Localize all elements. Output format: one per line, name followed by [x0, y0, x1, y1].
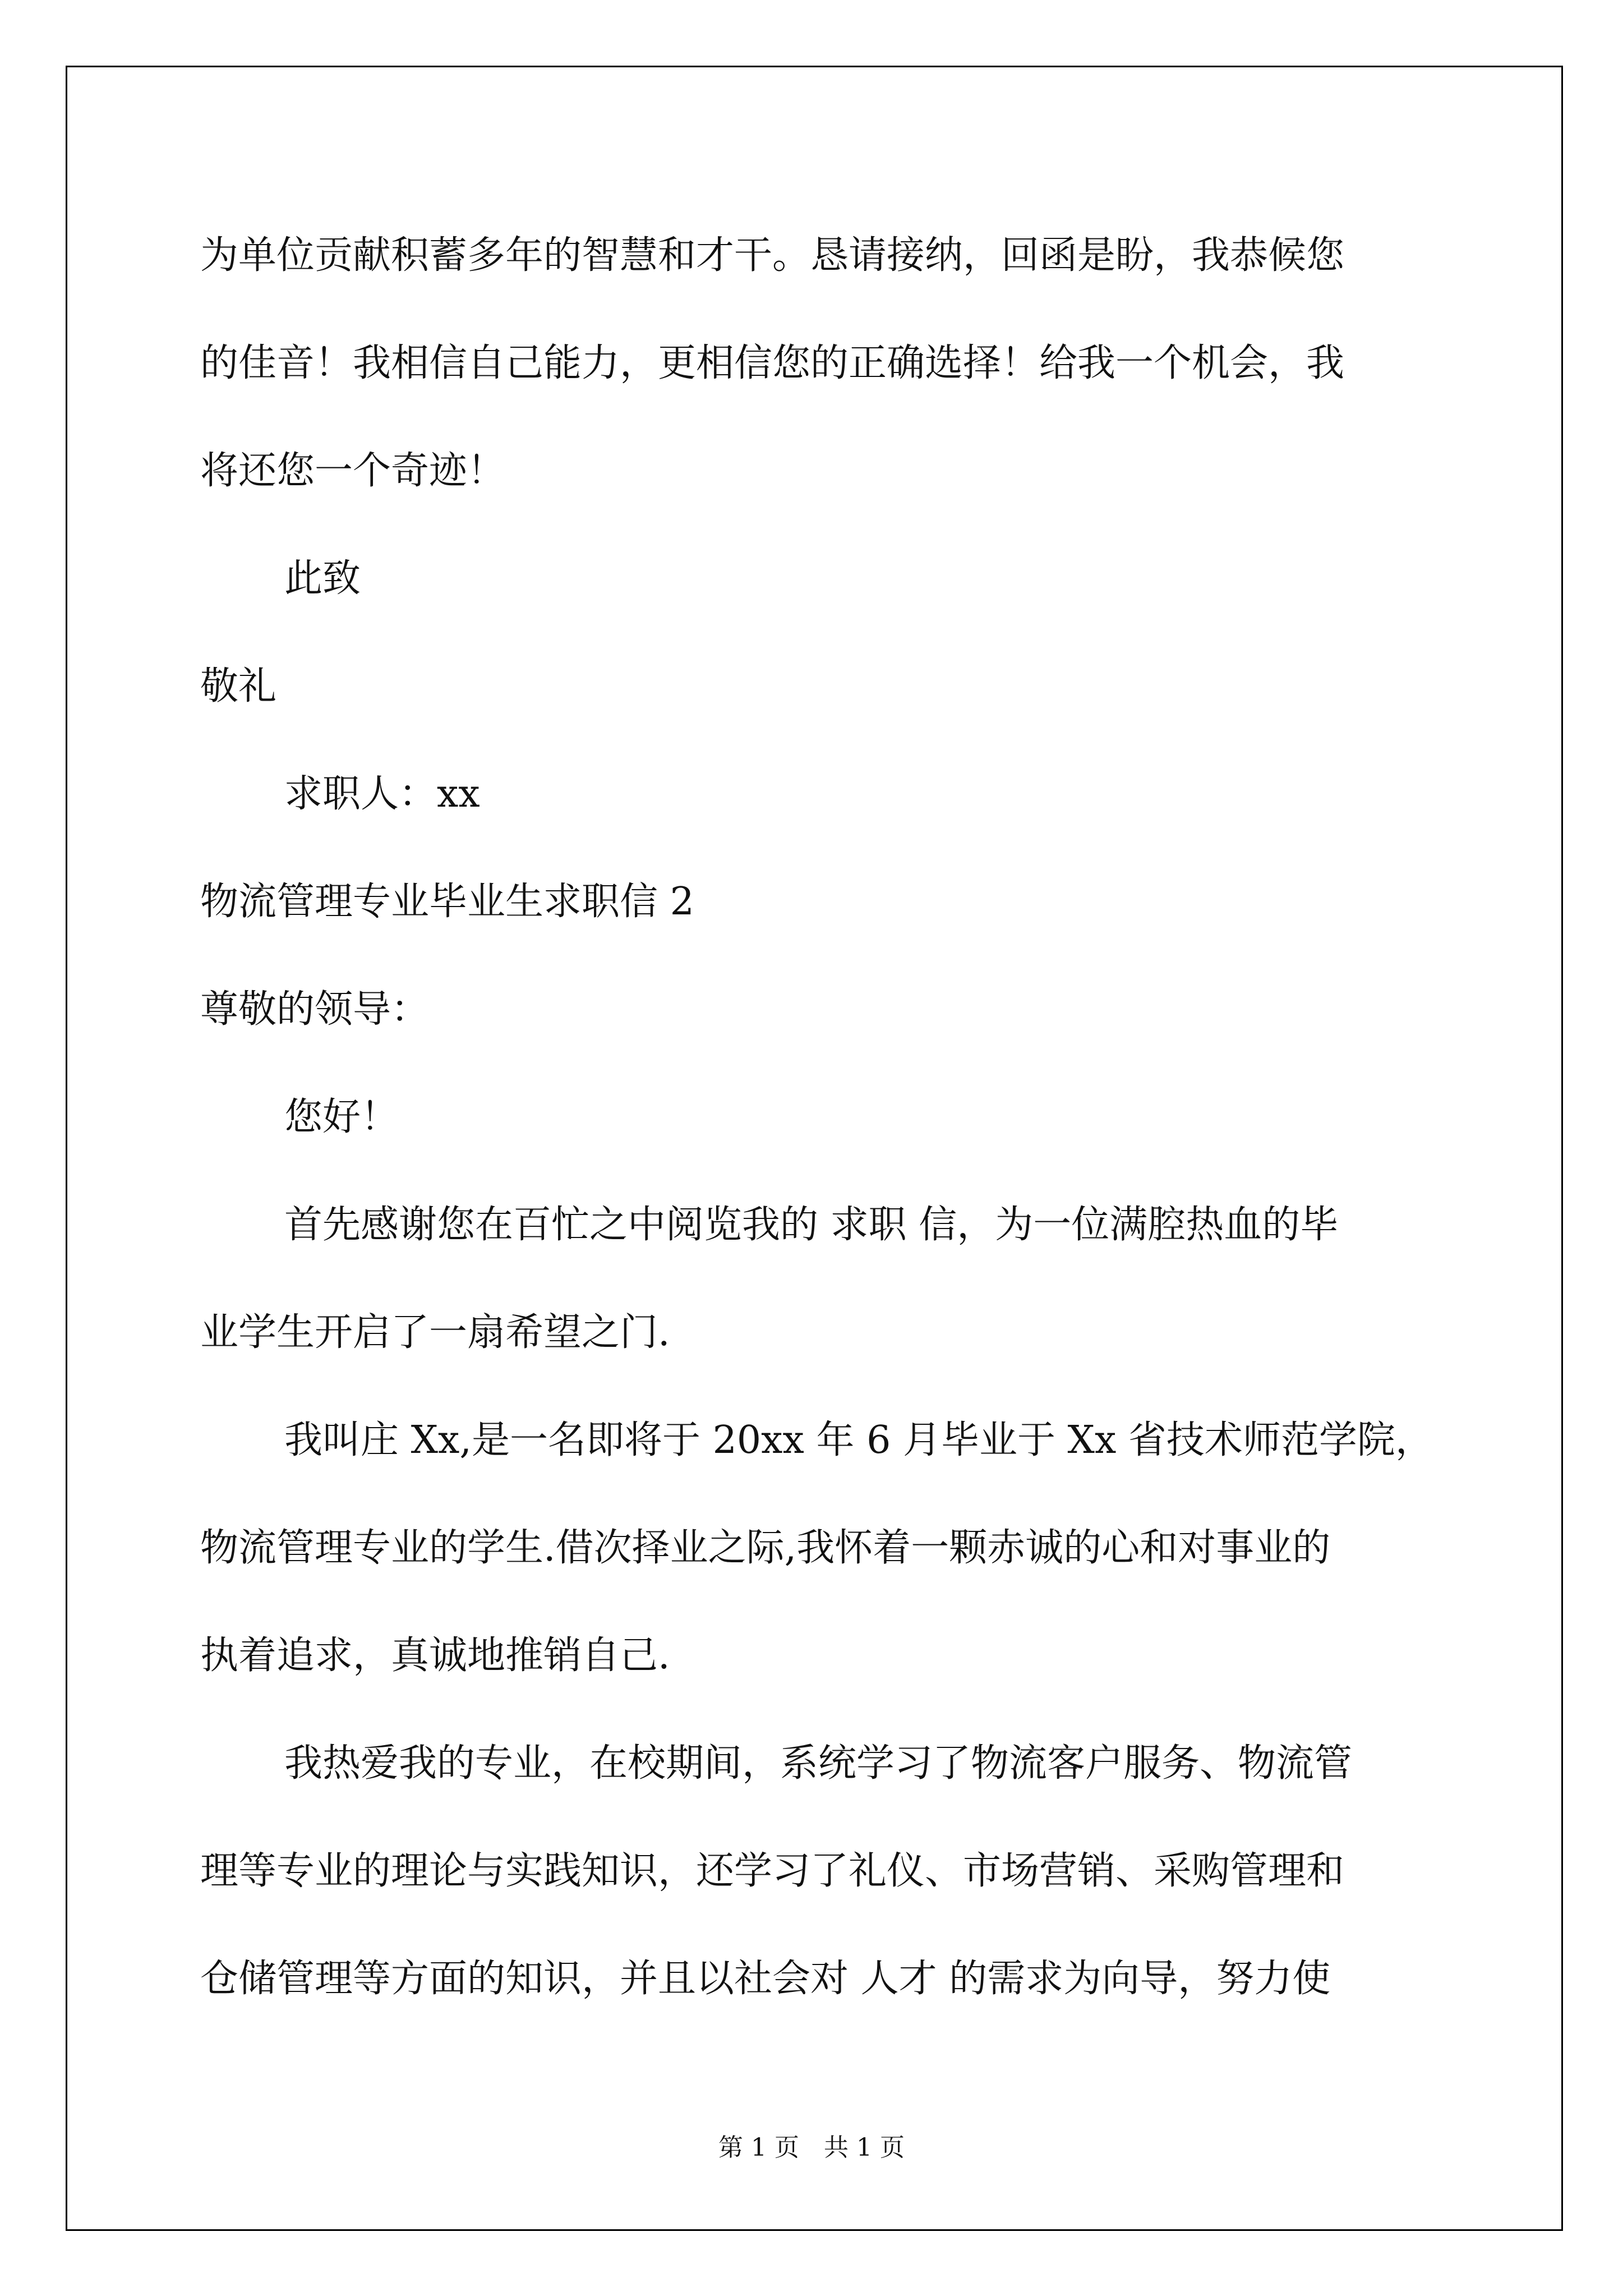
text-line: 业学生开启了一扇希望之门.	[200, 1310, 670, 1355]
closing-regards: 敬礼	[200, 664, 277, 708]
text-line: 物流管理专业的学生.借次择业之际,我怀着一颗赤诚的心和对事业的	[200, 1526, 1331, 1570]
page-footer: 第 1 页 共 1 页	[718, 2133, 905, 2162]
text-line: 仓储管理等方面的知识，并且以社会对 人才 的需求为向导，努力使	[200, 1957, 1331, 2001]
text-line: 为单位贡献积蓄多年的智慧和才干。恳请接纳，回函是盼，我恭候您	[200, 233, 1345, 278]
text-line: 我热爱我的专业，在校期间，系统学习了物流客户服务、物流管	[284, 1741, 1353, 1786]
text-line: 将还您一个奇迹！	[200, 449, 506, 493]
greeting-recipient: 尊敬的领导：	[200, 987, 430, 1032]
document-body	[200, 202, 1434, 2033]
text-line: 的佳音！我相信自己能力，更相信您的正确选择！给我一个机会，我	[200, 341, 1345, 385]
greeting-hello: 您好！	[284, 1095, 399, 1139]
text-line: 我叫庄 Xx,是一名即将于 20xx 年 6 月毕业于 Xx 省技术师范学院，	[284, 1418, 1433, 1462]
text-line: 理等专业的理论与实践知识，还学习了礼仪、市场营销、采购管理和	[200, 1849, 1345, 1893]
text-line: 执着追求，真诚地推销自己.	[200, 1634, 670, 1678]
closing-salutation: 此致	[284, 556, 361, 601]
signature-applicant: 求职人：xx	[284, 772, 480, 816]
section-title: 物流管理专业毕业生求职信 2	[200, 880, 694, 924]
text-line: 首先感谢您在百忙之中阅览我的 求职 信，为一位满腔热血的毕	[284, 1203, 1339, 1247]
